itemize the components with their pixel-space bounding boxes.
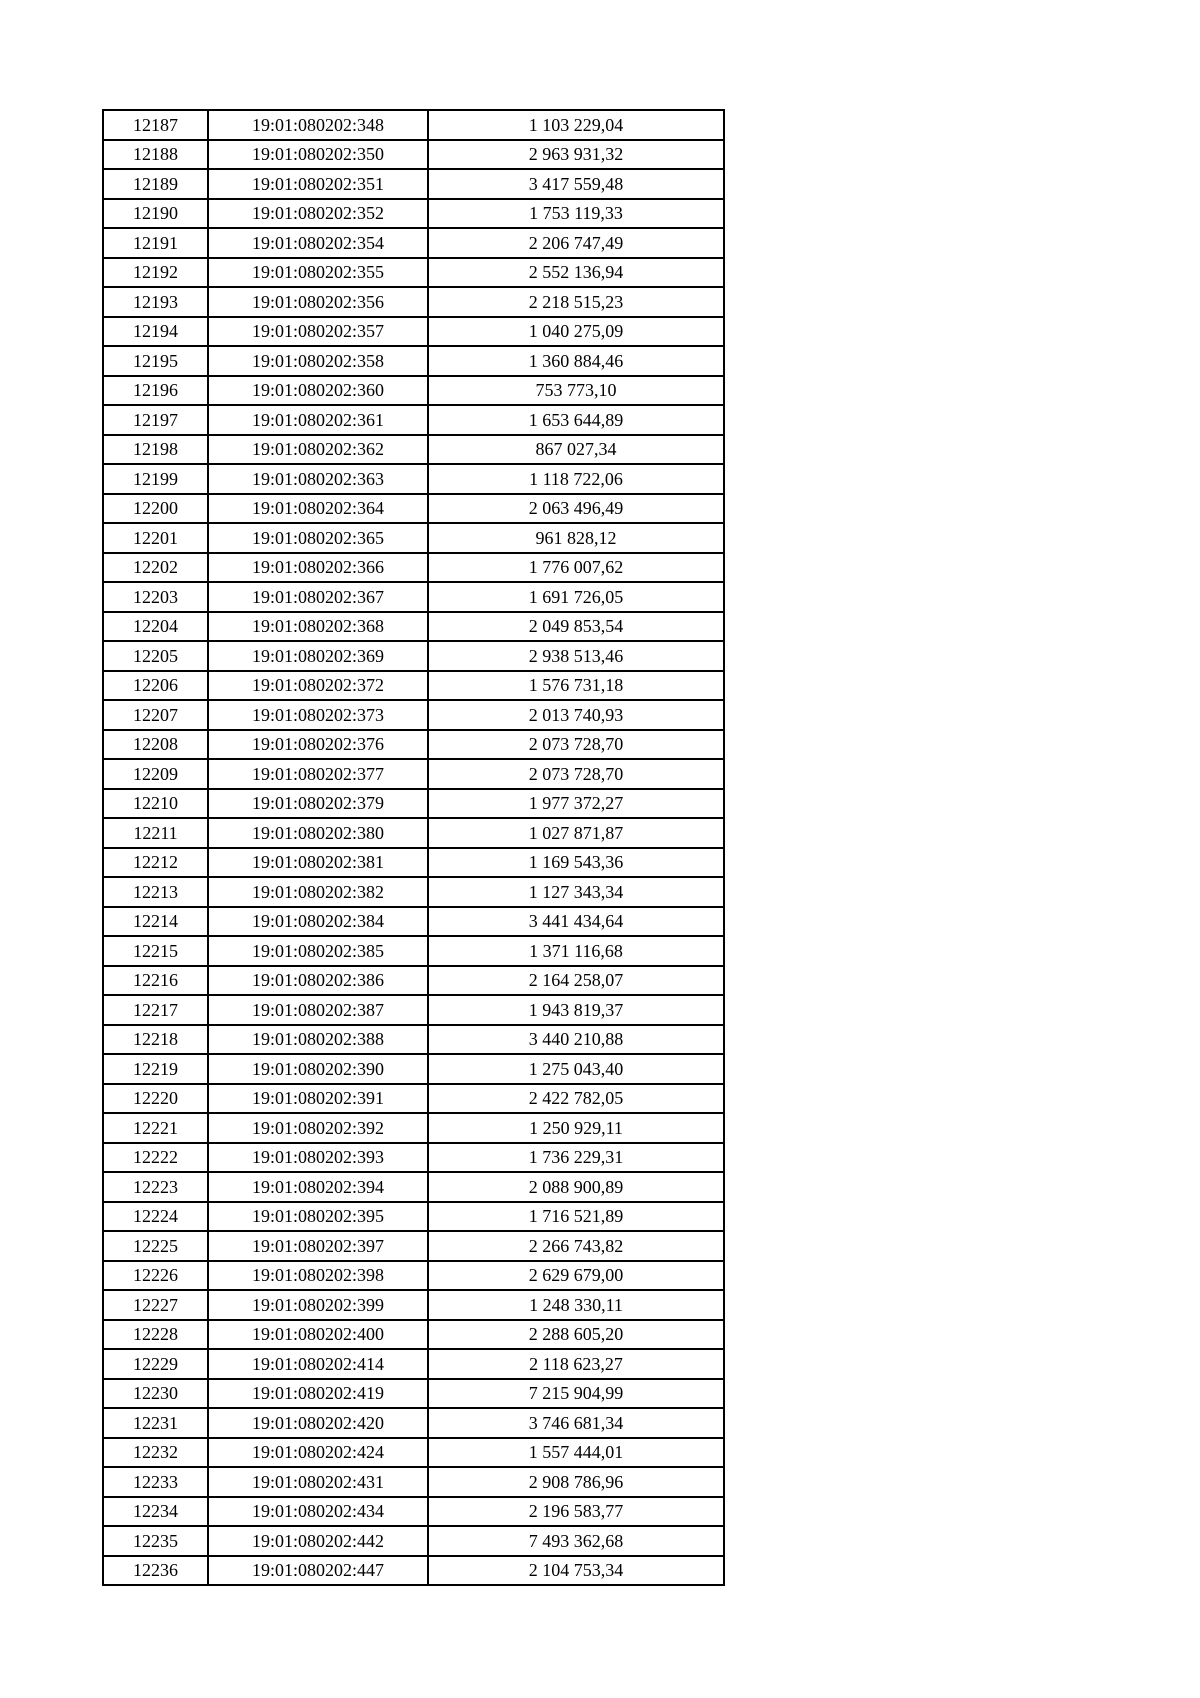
cadastral-number-cell: 19:01:080202:387 [208,995,428,1025]
value-cell: 1 736 229,31 [428,1143,724,1173]
value-cell: 2 104 753,34 [428,1556,724,1586]
value-cell: 2 164 258,07 [428,966,724,996]
value-cell: 1 977 372,27 [428,789,724,819]
cadastral-number-cell: 19:01:080202:366 [208,553,428,583]
cadastral-number-cell: 19:01:080202:390 [208,1054,428,1084]
cadastral-number-cell: 19:01:080202:377 [208,759,428,789]
table-row [103,494,724,524]
row-number-cell: 12229 [103,1349,208,1379]
row-number-cell: 12196 [103,376,208,406]
value-cell: 2 963 931,32 [428,140,724,170]
row-number-cell: 12232 [103,1438,208,1468]
row-number-cell: 12207 [103,700,208,730]
row-number-cell: 12209 [103,759,208,789]
row-number-cell: 12212 [103,848,208,878]
table-row [103,1143,724,1173]
row-number-cell: 12193 [103,287,208,317]
value-cell: 3 440 210,88 [428,1025,724,1055]
table-row [103,936,724,966]
table-row [103,140,724,170]
cadastral-number-cell: 19:01:080202:348 [208,110,428,140]
row-number-cell: 12195 [103,346,208,376]
table-row [103,1231,724,1261]
cadastral-number-cell: 19:01:080202:419 [208,1379,428,1409]
row-number-cell: 12200 [103,494,208,524]
cadastral-number-cell: 19:01:080202:362 [208,435,428,465]
value-cell: 1 716 521,89 [428,1202,724,1232]
row-number-cell: 12204 [103,612,208,642]
row-number-cell: 12222 [103,1143,208,1173]
value-cell: 1 275 043,40 [428,1054,724,1084]
cadastral-number-cell: 19:01:080202:360 [208,376,428,406]
value-cell: 2 629 679,00 [428,1261,724,1291]
table-row [103,110,724,140]
table-row [103,1084,724,1114]
value-cell: 2 206 747,49 [428,228,724,258]
cadastral-number-cell: 19:01:080202:380 [208,818,428,848]
row-number-cell: 12236 [103,1556,208,1586]
cadastral-number-cell: 19:01:080202:386 [208,966,428,996]
table-row [103,258,724,288]
cadastral-number-cell: 19:01:080202:382 [208,877,428,907]
row-number-cell: 12235 [103,1526,208,1556]
cadastral-number-cell: 19:01:080202:442 [208,1526,428,1556]
row-number-cell: 12223 [103,1172,208,1202]
cadastral-number-cell: 19:01:080202:420 [208,1408,428,1438]
row-number-cell: 12234 [103,1497,208,1527]
row-number-cell: 12227 [103,1290,208,1320]
table-row [103,553,724,583]
row-number-cell: 12208 [103,730,208,760]
row-number-cell: 12220 [103,1084,208,1114]
row-number-cell: 12206 [103,671,208,701]
row-number-cell: 12205 [103,641,208,671]
value-cell: 2 118 623,27 [428,1349,724,1379]
table-row [103,1379,724,1409]
table-row [103,1526,724,1556]
row-number-cell: 12219 [103,1054,208,1084]
value-cell: 3 746 681,34 [428,1408,724,1438]
cadastral-number-cell: 19:01:080202:352 [208,199,428,229]
cadastral-number-cell: 19:01:080202:434 [208,1497,428,1527]
cadastral-number-cell: 19:01:080202:431 [208,1467,428,1497]
table-row [103,435,724,465]
value-cell: 1 576 731,18 [428,671,724,701]
table-row [103,700,724,730]
row-number-cell: 12191 [103,228,208,258]
value-cell: 2 908 786,96 [428,1467,724,1497]
row-number-cell: 12224 [103,1202,208,1232]
value-cell: 2 288 605,20 [428,1320,724,1350]
table-row [103,848,724,878]
cadastral-number-cell: 19:01:080202:358 [208,346,428,376]
cadastral-number-cell: 19:01:080202:363 [208,464,428,494]
row-number-cell: 12194 [103,317,208,347]
cadastral-value-table [102,109,725,1586]
value-cell: 1 027 871,87 [428,818,724,848]
cadastral-number-cell: 19:01:080202:368 [208,612,428,642]
value-cell: 2 218 515,23 [428,287,724,317]
row-number-cell: 12215 [103,936,208,966]
row-number-cell: 12217 [103,995,208,1025]
row-number-cell: 12230 [103,1379,208,1409]
row-number-cell: 12213 [103,877,208,907]
cadastral-number-cell: 19:01:080202:395 [208,1202,428,1232]
value-cell: 2 073 728,70 [428,759,724,789]
table-row [103,287,724,317]
cadastral-number-cell: 19:01:080202:392 [208,1113,428,1143]
table-row [103,1438,724,1468]
table-row [103,376,724,406]
cadastral-number-cell: 19:01:080202:355 [208,258,428,288]
row-number-cell: 12211 [103,818,208,848]
table-row [103,523,724,553]
value-cell: 2 088 900,89 [428,1172,724,1202]
value-cell: 3 441 434,64 [428,907,724,937]
table-row [103,1054,724,1084]
cadastral-number-cell: 19:01:080202:393 [208,1143,428,1173]
value-cell: 2 266 743,82 [428,1231,724,1261]
value-cell: 1 103 229,04 [428,110,724,140]
table-row [103,405,724,435]
row-number-cell: 12233 [103,1467,208,1497]
table-row [103,671,724,701]
cadastral-number-cell: 19:01:080202:391 [208,1084,428,1114]
table-row [103,1025,724,1055]
value-cell: 1 753 119,33 [428,199,724,229]
table-row [103,1408,724,1438]
value-cell: 1 360 884,46 [428,346,724,376]
cadastral-number-cell: 19:01:080202:384 [208,907,428,937]
row-number-cell: 12187 [103,110,208,140]
row-number-cell: 12192 [103,258,208,288]
table-row [103,730,724,760]
value-cell: 961 828,12 [428,523,724,553]
table-row [103,1349,724,1379]
value-cell: 2 938 513,46 [428,641,724,671]
row-number-cell: 12218 [103,1025,208,1055]
table-row [103,966,724,996]
cadastral-number-cell: 19:01:080202:376 [208,730,428,760]
value-cell: 7 215 904,99 [428,1379,724,1409]
cadastral-number-cell: 19:01:080202:350 [208,140,428,170]
value-cell: 3 417 559,48 [428,169,724,199]
table-row [103,1113,724,1143]
cadastral-number-cell: 19:01:080202:356 [208,287,428,317]
table-row [103,759,724,789]
row-number-cell: 12214 [103,907,208,937]
value-cell: 2 073 728,70 [428,730,724,760]
value-cell: 2 552 136,94 [428,258,724,288]
table-row [103,1202,724,1232]
table-row [103,877,724,907]
value-cell: 1 776 007,62 [428,553,724,583]
cadastral-number-cell: 19:01:080202:357 [208,317,428,347]
cadastral-number-cell: 19:01:080202:394 [208,1172,428,1202]
value-cell: 1 557 444,01 [428,1438,724,1468]
cadastral-number-cell: 19:01:080202:373 [208,700,428,730]
cadastral-number-cell: 19:01:080202:361 [208,405,428,435]
row-number-cell: 12189 [103,169,208,199]
row-number-cell: 12221 [103,1113,208,1143]
row-number-cell: 12216 [103,966,208,996]
value-cell: 1 653 644,89 [428,405,724,435]
value-cell: 867 027,34 [428,435,724,465]
table-row [103,1556,724,1586]
row-number-cell: 12226 [103,1261,208,1291]
cadastral-number-cell: 19:01:080202:372 [208,671,428,701]
table-row [103,1290,724,1320]
row-number-cell: 12225 [103,1231,208,1261]
row-number-cell: 12210 [103,789,208,819]
cadastral-number-cell: 19:01:080202:385 [208,936,428,966]
value-cell: 1 250 929,11 [428,1113,724,1143]
row-number-cell: 12201 [103,523,208,553]
cadastral-number-cell: 19:01:080202:414 [208,1349,428,1379]
cadastral-number-cell: 19:01:080202:398 [208,1261,428,1291]
cadastral-number-cell: 19:01:080202:365 [208,523,428,553]
table-row [103,907,724,937]
table-row [103,228,724,258]
table-row [103,1467,724,1497]
table-row [103,582,724,612]
row-number-cell: 12202 [103,553,208,583]
table-row [103,1320,724,1350]
value-cell: 1 040 275,09 [428,317,724,347]
cadastral-number-cell: 19:01:080202:447 [208,1556,428,1586]
value-cell: 1 169 543,36 [428,848,724,878]
cadastral-number-cell: 19:01:080202:400 [208,1320,428,1350]
table-row [103,346,724,376]
cadastral-number-cell: 19:01:080202:354 [208,228,428,258]
row-number-cell: 12190 [103,199,208,229]
cadastral-number-cell: 19:01:080202:388 [208,1025,428,1055]
cadastral-number-cell: 19:01:080202:364 [208,494,428,524]
row-number-cell: 12188 [103,140,208,170]
value-cell: 1 691 726,05 [428,582,724,612]
row-number-cell: 12203 [103,582,208,612]
table-row [103,199,724,229]
value-cell: 2 422 782,05 [428,1084,724,1114]
cadastral-number-cell: 19:01:080202:424 [208,1438,428,1468]
cadastral-number-cell: 19:01:080202:381 [208,848,428,878]
row-number-cell: 12231 [103,1408,208,1438]
table-row [103,1261,724,1291]
row-number-cell: 12198 [103,435,208,465]
value-cell: 2 063 496,49 [428,494,724,524]
value-cell: 2 049 853,54 [428,612,724,642]
value-cell: 1 127 343,34 [428,877,724,907]
value-cell: 1 943 819,37 [428,995,724,1025]
value-cell: 1 371 116,68 [428,936,724,966]
row-number-cell: 12197 [103,405,208,435]
value-cell: 1 118 722,06 [428,464,724,494]
cadastral-number-cell: 19:01:080202:369 [208,641,428,671]
row-number-cell: 12228 [103,1320,208,1350]
cadastral-number-cell: 19:01:080202:379 [208,789,428,819]
table-row [103,464,724,494]
value-cell: 1 248 330,11 [428,1290,724,1320]
value-cell: 753 773,10 [428,376,724,406]
cadastral-number-cell: 19:01:080202:351 [208,169,428,199]
table-row [103,789,724,819]
table-row [103,818,724,848]
table-row [103,1497,724,1527]
table-body [103,110,724,1585]
value-cell: 2 196 583,77 [428,1497,724,1527]
cadastral-number-cell: 19:01:080202:397 [208,1231,428,1261]
table-row [103,317,724,347]
table-row [103,169,724,199]
table-row [103,1172,724,1202]
table-row [103,612,724,642]
cadastral-number-cell: 19:01:080202:399 [208,1290,428,1320]
table-row [103,641,724,671]
table-row [103,995,724,1025]
value-cell: 7 493 362,68 [428,1526,724,1556]
value-cell: 2 013 740,93 [428,700,724,730]
row-number-cell: 12199 [103,464,208,494]
cadastral-number-cell: 19:01:080202:367 [208,582,428,612]
